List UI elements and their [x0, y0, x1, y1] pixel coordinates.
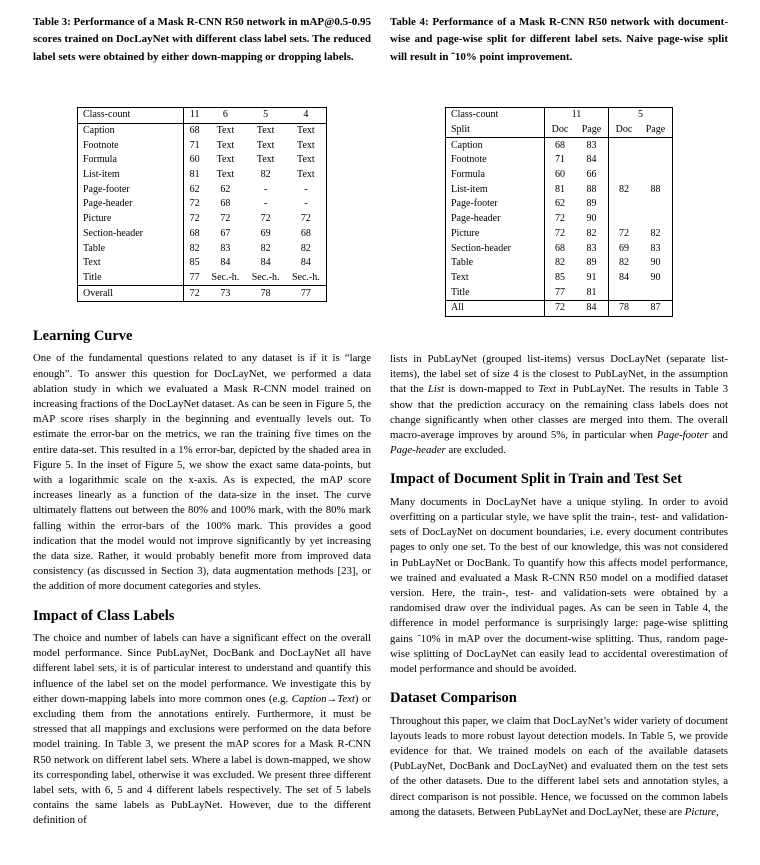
value-cell: 77	[184, 271, 206, 286]
value-cell: 87	[639, 300, 673, 316]
value-cell: 82	[184, 241, 206, 256]
value-cell: Text	[256, 154, 275, 166]
value-cell: 4	[286, 108, 327, 124]
value-cell: 72	[545, 300, 575, 316]
body-paragraph	[390, 714, 728, 820]
table-row	[78, 123, 327, 138]
value-cell: 6	[205, 108, 245, 124]
value-cell: 82	[260, 242, 271, 254]
value-cell: 72	[545, 227, 575, 242]
value-cell	[639, 153, 673, 168]
table-header-row	[446, 123, 673, 138]
value-cell: Sec.-h.	[291, 271, 320, 283]
value-cell: 72	[545, 212, 575, 227]
value-cell: 5	[246, 108, 286, 124]
value-cell: 84	[260, 257, 271, 269]
value-cell: 72	[184, 212, 206, 227]
value-cell: -	[304, 183, 308, 195]
right-column	[390, 352, 728, 820]
value-cell: 85	[545, 271, 575, 286]
value-cell	[639, 168, 673, 183]
row-label-cell: Class-count	[451, 109, 499, 121]
value-cell: 73	[205, 286, 245, 302]
value-cell: 81	[184, 168, 206, 183]
value-cell: Sec.-h.	[251, 271, 280, 283]
value-cell: 83	[586, 139, 597, 151]
row-label-cell: Split	[446, 123, 545, 138]
value-cell: 72	[300, 213, 311, 225]
value-cell: Text	[297, 154, 315, 166]
value-cell	[639, 212, 673, 227]
value-cell: Page	[639, 123, 673, 138]
table-header-row	[78, 108, 327, 124]
table-row	[78, 227, 327, 242]
value-cell: Doc	[545, 123, 575, 138]
text-segment: Many documents in DocLayNet have a unique styling. In order to avoid overfitting on a particular style, we have split the train-, test- and validation-sets of DocLayNet on document boundaries, i.e. every document contributes pages to only one set. To the best of our knowledge, this was not considered in PubLayNet or DocBank. To quantify how this affects model performance, we trained and evaluated a Mask R-CNN R50 model on a modified dataset version. Here, the train-, test- and validation-sets were obtained by a randomised draw over the individual pages. As can be seen in Table 4, the difference in model performance is surprisingly large: page-wise splitting gains ˜10% in mAP over the document-wise splitting. Thus, random page-wise splitting of DocLayNet can easily lead to accidental overestimation of model performance and should be avoided.	[390, 495, 728, 676]
value-cell	[608, 197, 638, 212]
value-cell: Text	[216, 169, 235, 181]
text-segment: Caption→Text	[291, 692, 355, 705]
value-cell: 83	[586, 242, 597, 254]
table-row	[78, 271, 327, 286]
table-row	[78, 153, 327, 168]
row-label-cell: Caption	[451, 139, 483, 151]
value-cell: 77	[286, 286, 327, 302]
table-row	[446, 168, 673, 183]
value-cell: Doc	[608, 123, 638, 138]
body-paragraph	[33, 351, 371, 594]
value-cell: 72	[608, 227, 638, 242]
value-cell: 90	[650, 257, 661, 269]
value-cell: 11	[545, 108, 609, 123]
row-label-cell: Formula	[83, 154, 117, 166]
value-cell: 69	[608, 241, 638, 256]
value-cell: 72	[260, 213, 271, 225]
table-row	[446, 197, 673, 212]
value-cell: 67	[220, 227, 231, 239]
value-cell: 90	[650, 271, 661, 283]
text-segment: is down-mapped to	[444, 383, 539, 396]
row-label-cell: Page-footer	[83, 183, 130, 195]
value-cell: Sec.-h.	[211, 271, 240, 283]
value-cell: 5	[608, 108, 672, 123]
row-label-cell: Text	[83, 257, 101, 269]
row-label-cell: Picture	[83, 213, 112, 225]
value-cell: 77	[545, 285, 575, 300]
value-cell: Text	[256, 139, 275, 151]
text-segment: are excluded.	[445, 444, 507, 457]
text-segment: One of the fundamental questions related to any dataset is if it is “large enough”. To answer this question for DocLayNet, we performed a data ablation study in which we evaluated a Mask R-CNN model trained on increasing fractions of the DocLayNet dataset. As can be seen in Figure 5, the mAP score rises sharply in the beginning and eventually levels out. To estimate the error-bar on the metrics, we ran the training five times on the entire data-set. This resulted in a 1% error-bar, depicted by the shaded area in Figure 5. In the inset of Figure 5, we show the exact same data-points, but with a logarithmic scale on the x-axis. As is expected, the mAP score increases linearly as a function of the data-size in the inset. The curve ultimately flattens out between the 80% and 100% mark, with the 80% mark falling within the error-bars of the 100% mark. This provides a good indication that the model would not improve significantly by yet increasing the data size. Rather, it would probably benefit more from improved data consistency (as discussed in Section 3), data augmentation methods [23], or the addition of more document categories and styles.	[33, 352, 371, 593]
text-segment: ) or excluding them from the annotations entirely. Furthermore, it must be stressed that all mappings and exclusions were performed on the data before model training. In Table 3, we present the mAP scores for a Mask R-CNN R50 network on different label sets. Where a label is down-mapped, we show its corresponding label, otherwise it was excluded. We present three different label sets, with 6, 5 and 4 different labels respectively. The set of 5 labels contains the same labels as PubLayNet. However, due to the different definition of	[33, 692, 371, 827]
table-row	[446, 271, 673, 286]
value-cell	[608, 285, 638, 300]
value-cell: 84	[300, 257, 311, 269]
value-cell: 85	[184, 256, 206, 271]
table4	[445, 107, 673, 317]
row-label-cell: List-item	[83, 169, 120, 181]
table-row	[446, 182, 673, 197]
value-cell: 68	[184, 227, 206, 242]
value-cell: 82	[586, 227, 597, 239]
row-label-cell: Table	[451, 257, 474, 269]
table3-caption: Table 3: Performance of a Mask R-CNN R50 network in mAP@0.5-0.95 scores trained on DocLayNet with different class label sets. The reduced label sets were obtained by either down-mapping or dropping labels.	[33, 16, 371, 63]
row-label-cell: Table	[83, 242, 106, 254]
table-row	[446, 212, 673, 227]
row-label-cell: Picture	[451, 227, 480, 239]
table-header-row	[446, 108, 673, 123]
value-cell: 68	[545, 138, 575, 153]
value-cell: 81	[586, 286, 597, 298]
table3	[77, 107, 327, 302]
value-cell: 11	[184, 108, 206, 124]
value-cell: 89	[586, 257, 597, 269]
value-cell: Page	[575, 123, 609, 138]
value-cell: 62	[184, 182, 206, 197]
value-cell: 89	[586, 198, 597, 210]
value-cell: 72	[184, 197, 206, 212]
table-row	[446, 241, 673, 256]
text-segment: and	[708, 429, 728, 442]
row-label-cell: Section-header	[83, 227, 143, 239]
value-cell	[639, 285, 673, 300]
value-cell: 68	[184, 123, 206, 138]
value-cell: 81	[545, 182, 575, 197]
section-heading: Learning Curve	[33, 328, 133, 344]
section-heading: Impact of Document Split in Train and Test Set	[390, 471, 682, 488]
value-cell	[608, 212, 638, 227]
value-cell: 82	[608, 256, 638, 271]
value-cell: 68	[220, 198, 231, 210]
table-row	[78, 212, 327, 227]
row-label-cell: Text	[451, 271, 469, 283]
value-cell: Text	[297, 125, 315, 137]
text-segment: lists in PubLayNet (grouped list-items) versus DocLayNet (separate list-items), the label set of size 4 is the closest to PubLayNet, in the assumption that the	[390, 353, 728, 396]
value-cell: 71	[545, 153, 575, 168]
value-cell: Text	[297, 139, 315, 151]
table-row	[446, 138, 673, 153]
body-paragraph	[390, 352, 728, 458]
value-cell	[639, 138, 673, 153]
text-segment: List	[427, 383, 445, 396]
value-cell: -	[263, 183, 268, 195]
value-cell: 88	[650, 183, 661, 195]
value-cell: 88	[586, 183, 597, 195]
row-label-cell: Section-header	[451, 242, 511, 254]
value-cell: 78	[246, 286, 286, 302]
text-segment: Throughout this paper, we claim that DocLayNet’s wider variety of document layouts leads to more robust layout detection models. In Table 5, we provide evidence for that. We trained models on each of the available datasets (PubLayNet, DocBank and DocLayNet) and evaluated them on the test sets of the other datasets. Due to the different label sets and annotation styles, a direct comparison is not possible. Hence, we focussed on the common labels among the datasets. Between PubLayNet and DocLayNet, these are	[390, 714, 728, 818]
table-row	[446, 153, 673, 168]
text-segment: The choice and number of labels can have a significant effect on the overall model performance. Since PubLayNet, DocBank and DocLayNet all have different label sets, it is of particular interest to understand and quantify this influence of the label set on the model performance. We investigate this by either down-mapping labels into more common ones (e.g.	[33, 632, 371, 705]
value-cell: 82	[650, 227, 661, 239]
value-cell: Text	[216, 154, 235, 166]
value-cell: 83	[220, 242, 231, 254]
table4-caption: Table 4: Performance of a Mask R-CNN R50 network with document-wise and page-wise split for different label sets. Naive page-wise split will result in ˜10% point improvement.	[390, 16, 728, 63]
row-label-cell: Title	[83, 271, 102, 283]
value-cell: 84	[575, 300, 609, 316]
value-cell: 84	[220, 257, 231, 269]
value-cell: 71	[184, 138, 206, 153]
text-segment: Page-header	[390, 444, 446, 457]
table3-container	[33, 107, 371, 302]
table-summary-row	[446, 300, 673, 316]
value-cell: 68	[545, 241, 575, 256]
value-cell	[608, 138, 638, 153]
value-cell	[608, 168, 638, 183]
table-row	[446, 227, 673, 242]
row-label-cell: Page-header	[451, 213, 501, 225]
text-segment: Page-footer	[656, 429, 709, 442]
value-cell: 83	[650, 242, 661, 254]
value-cell: Text	[216, 125, 235, 137]
value-cell: 68	[300, 227, 311, 239]
value-cell: Text	[256, 125, 275, 137]
value-cell: 82	[608, 182, 638, 197]
row-label-cell: Page-footer	[451, 198, 498, 210]
value-cell: 82	[300, 242, 311, 254]
text-segment: Picture,	[684, 805, 719, 818]
value-cell: 90	[586, 213, 597, 225]
section-heading: Impact of Class Labels	[33, 607, 175, 624]
value-cell: 72	[184, 286, 206, 302]
value-cell: 69	[260, 227, 271, 239]
table4-container	[390, 107, 728, 317]
section-heading: Dataset Comparison	[390, 690, 517, 707]
table-row	[78, 197, 327, 212]
table-summary-row	[78, 286, 327, 302]
text-segment: in PubLayNet. The results in Table 3 show that the prediction accuracy on the remaining class labels does not change significantly when other classes are merged into them. The overall macro-average improves by around 5%, in particular when	[390, 383, 729, 442]
row-label-cell: Footnote	[451, 154, 487, 166]
value-cell: 78	[608, 300, 638, 316]
table-row	[78, 168, 327, 183]
value-cell: 91	[586, 271, 597, 283]
value-cell: 62	[220, 183, 231, 195]
row-label-cell: List-item	[451, 183, 488, 195]
value-cell: 60	[184, 153, 206, 168]
value-cell: 82	[545, 256, 575, 271]
value-cell: 84	[586, 154, 597, 166]
table-row	[78, 138, 327, 153]
body-paragraph	[33, 631, 371, 829]
value-cell: Text	[216, 139, 235, 151]
row-label-cell: Title	[451, 286, 470, 298]
table-row	[78, 241, 327, 256]
value-cell: -	[304, 198, 308, 210]
value-cell: 82	[260, 169, 271, 181]
row-label-cell: Formula	[451, 169, 485, 181]
row-label-cell: All	[446, 300, 545, 316]
row-label-cell: Page-header	[83, 198, 133, 210]
value-cell: 60	[545, 168, 575, 183]
table-row	[78, 182, 327, 197]
table-row	[78, 256, 327, 271]
table-row	[446, 256, 673, 271]
left-column	[33, 328, 371, 829]
table-row	[446, 285, 673, 300]
value-cell: -	[263, 198, 268, 210]
value-cell	[639, 197, 673, 212]
row-label-cell: Caption	[83, 125, 115, 137]
value-cell: 66	[586, 169, 597, 181]
value-cell: Text	[297, 169, 315, 181]
value-cell: 62	[545, 197, 575, 212]
value-cell	[608, 153, 638, 168]
body-paragraph	[390, 495, 728, 677]
text-segment: Text	[538, 383, 556, 396]
value-cell: 84	[608, 271, 638, 286]
value-cell: 72	[220, 213, 231, 225]
row-label-cell: Footnote	[83, 139, 119, 151]
row-label-cell: Class-count	[78, 108, 184, 124]
row-label-cell: Overall	[78, 286, 184, 302]
